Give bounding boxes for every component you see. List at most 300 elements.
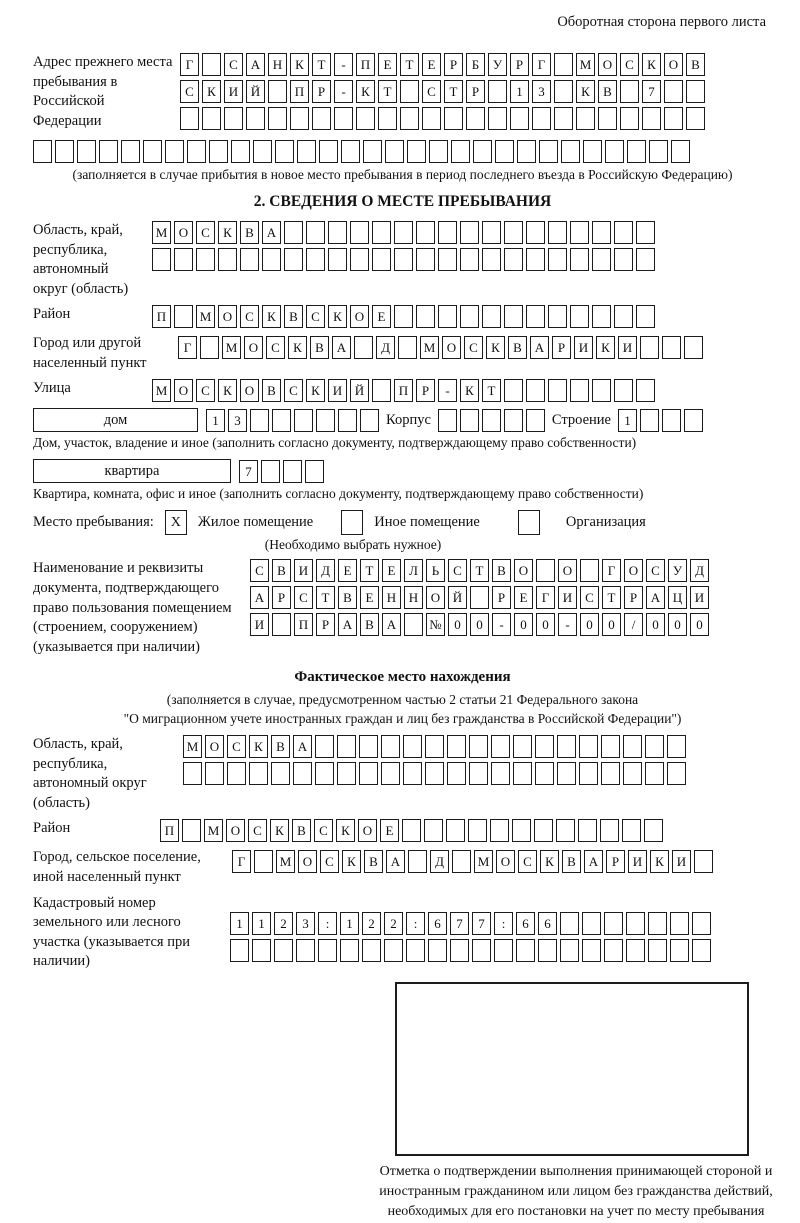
char-box[interactable]: М	[152, 379, 171, 402]
char-box[interactable]: С	[240, 305, 259, 328]
char-box[interactable]	[539, 140, 558, 163]
char-box[interactable]	[290, 107, 309, 130]
char-box[interactable]: И	[250, 613, 269, 636]
char-box[interactable]	[381, 735, 400, 758]
char-box[interactable]: У	[488, 53, 507, 76]
char-box[interactable]: Г	[232, 850, 251, 873]
char-box[interactable]	[482, 248, 501, 271]
char-box[interactable]	[554, 53, 573, 76]
char-box[interactable]	[648, 939, 667, 962]
stay-type-checkbox-residential[interactable]: X	[165, 510, 187, 535]
char-box[interactable]: -	[334, 80, 353, 103]
char-box[interactable]	[180, 107, 199, 130]
char-box[interactable]	[557, 735, 576, 758]
char-box[interactable]	[548, 221, 567, 244]
char-box[interactable]: 1	[230, 912, 249, 935]
char-box[interactable]: В	[292, 819, 311, 842]
char-box[interactable]	[424, 819, 443, 842]
char-box[interactable]	[468, 819, 487, 842]
char-box[interactable]	[495, 140, 514, 163]
char-box[interactable]	[77, 140, 96, 163]
char-box[interactable]: 1	[206, 409, 225, 432]
char-box[interactable]	[403, 735, 422, 758]
char-box[interactable]	[614, 221, 633, 244]
char-box[interactable]	[227, 762, 246, 785]
char-box[interactable]	[143, 140, 162, 163]
char-box[interactable]: :	[318, 912, 337, 935]
char-box[interactable]	[306, 221, 325, 244]
char-box[interactable]: Т	[378, 80, 397, 103]
char-box[interactable]: О	[624, 559, 643, 582]
char-box[interactable]: С	[580, 586, 599, 609]
char-box[interactable]	[614, 379, 633, 402]
char-box[interactable]	[592, 305, 611, 328]
char-box[interactable]	[598, 107, 617, 130]
char-box[interactable]	[271, 762, 290, 785]
char-box[interactable]	[532, 107, 551, 130]
char-box[interactable]	[684, 409, 703, 432]
char-box[interactable]: Р	[272, 586, 291, 609]
char-box[interactable]	[640, 409, 659, 432]
char-box[interactable]	[337, 735, 356, 758]
char-box[interactable]: И	[294, 559, 313, 582]
char-box[interactable]	[536, 559, 555, 582]
char-box[interactable]: Г	[536, 586, 555, 609]
char-box[interactable]	[372, 379, 391, 402]
char-box[interactable]	[363, 140, 382, 163]
char-box[interactable]	[425, 735, 444, 758]
char-box[interactable]	[490, 819, 509, 842]
char-box[interactable]: У	[668, 559, 687, 582]
char-box[interactable]	[407, 140, 426, 163]
char-box[interactable]: Г	[178, 336, 197, 359]
stay-type-checkbox-organization[interactable]	[518, 510, 540, 535]
char-box[interactable]	[640, 336, 659, 359]
char-box[interactable]	[394, 248, 413, 271]
char-box[interactable]: Д	[376, 336, 395, 359]
char-box[interactable]	[165, 140, 184, 163]
char-box[interactable]: Г	[532, 53, 551, 76]
char-box[interactable]: И	[672, 850, 691, 873]
char-box[interactable]	[620, 80, 639, 103]
char-box[interactable]	[504, 221, 523, 244]
char-box[interactable]	[548, 248, 567, 271]
char-box[interactable]	[231, 140, 250, 163]
char-box[interactable]: О	[244, 336, 263, 359]
char-box[interactable]: 3	[532, 80, 551, 103]
char-box[interactable]: 2	[384, 912, 403, 935]
char-box[interactable]: Г	[180, 53, 199, 76]
char-box[interactable]: Е	[360, 586, 379, 609]
char-box[interactable]	[378, 107, 397, 130]
char-box[interactable]: К	[540, 850, 559, 873]
char-box[interactable]: С	[284, 379, 303, 402]
char-box[interactable]	[460, 409, 479, 432]
char-box[interactable]: Р	[312, 80, 331, 103]
char-box[interactable]	[504, 409, 523, 432]
char-box[interactable]: С	[196, 221, 215, 244]
char-box[interactable]	[560, 912, 579, 935]
char-box[interactable]: Е	[380, 819, 399, 842]
char-box[interactable]	[293, 762, 312, 785]
char-box[interactable]	[482, 221, 501, 244]
char-box[interactable]	[601, 735, 620, 758]
char-box[interactable]	[513, 762, 532, 785]
char-box[interactable]: Е	[382, 559, 401, 582]
char-box[interactable]: С	[422, 80, 441, 103]
char-box[interactable]: Н	[382, 586, 401, 609]
char-box[interactable]: В	[364, 850, 383, 873]
char-box[interactable]	[504, 248, 523, 271]
char-box[interactable]: С	[620, 53, 639, 76]
char-box[interactable]	[359, 762, 378, 785]
char-box[interactable]: 0	[646, 613, 665, 636]
char-box[interactable]	[312, 107, 331, 130]
char-box[interactable]	[438, 221, 457, 244]
char-box[interactable]	[671, 140, 690, 163]
char-box[interactable]: К	[288, 336, 307, 359]
char-box[interactable]	[664, 80, 683, 103]
char-box[interactable]	[253, 140, 272, 163]
char-box[interactable]: И	[558, 586, 577, 609]
char-box[interactable]	[504, 379, 523, 402]
char-box[interactable]	[649, 140, 668, 163]
char-box[interactable]: В	[598, 80, 617, 103]
char-box[interactable]: 1	[340, 912, 359, 935]
char-box[interactable]	[648, 912, 667, 935]
char-box[interactable]	[404, 613, 423, 636]
char-box[interactable]	[350, 221, 369, 244]
char-box[interactable]	[526, 305, 545, 328]
char-box[interactable]: А	[332, 336, 351, 359]
char-box[interactable]	[315, 762, 334, 785]
char-box[interactable]: П	[394, 379, 413, 402]
char-box[interactable]	[372, 248, 391, 271]
char-box[interactable]	[582, 912, 601, 935]
char-box[interactable]: 7	[642, 80, 661, 103]
char-box[interactable]: 0	[690, 613, 709, 636]
char-box[interactable]: К	[202, 80, 221, 103]
char-box[interactable]: Р	[510, 53, 529, 76]
char-box[interactable]	[636, 221, 655, 244]
char-box[interactable]	[319, 140, 338, 163]
char-box[interactable]	[623, 735, 642, 758]
char-box[interactable]: В	[508, 336, 527, 359]
char-box[interactable]: К	[576, 80, 595, 103]
char-box[interactable]: К	[290, 53, 309, 76]
char-box[interactable]	[187, 140, 206, 163]
char-box[interactable]	[488, 80, 507, 103]
char-box[interactable]	[316, 409, 335, 432]
char-box[interactable]: К	[336, 819, 355, 842]
char-box[interactable]	[182, 819, 201, 842]
char-box[interactable]	[576, 107, 595, 130]
char-box[interactable]	[627, 140, 646, 163]
char-box[interactable]: К	[650, 850, 669, 873]
char-box[interactable]	[592, 221, 611, 244]
char-box[interactable]	[670, 939, 689, 962]
char-box[interactable]	[202, 53, 221, 76]
char-box[interactable]	[268, 80, 287, 103]
char-box[interactable]	[526, 379, 545, 402]
char-box[interactable]: К	[342, 850, 361, 873]
char-box[interactable]: А	[530, 336, 549, 359]
char-box[interactable]	[642, 107, 661, 130]
house-field[interactable]: дом	[33, 408, 198, 432]
char-box[interactable]: П	[152, 305, 171, 328]
char-box[interactable]	[416, 305, 435, 328]
char-box[interactable]	[274, 939, 293, 962]
char-box[interactable]: А	[386, 850, 405, 873]
char-box[interactable]	[548, 379, 567, 402]
char-box[interactable]: В	[360, 613, 379, 636]
char-box[interactable]: К	[642, 53, 661, 76]
char-box[interactable]	[340, 939, 359, 962]
char-box[interactable]: 2	[362, 912, 381, 935]
char-box[interactable]	[560, 939, 579, 962]
char-box[interactable]	[694, 850, 713, 873]
char-box[interactable]: Г	[602, 559, 621, 582]
char-box[interactable]	[526, 409, 545, 432]
char-box[interactable]	[328, 248, 347, 271]
char-box[interactable]	[305, 460, 324, 483]
char-box[interactable]	[460, 248, 479, 271]
char-box[interactable]: К	[328, 305, 347, 328]
char-box[interactable]: О	[496, 850, 515, 873]
char-box[interactable]: Е	[514, 586, 533, 609]
char-box[interactable]	[296, 939, 315, 962]
char-box[interactable]: 3	[296, 912, 315, 935]
char-box[interactable]: Й	[350, 379, 369, 402]
char-box[interactable]: О	[298, 850, 317, 873]
char-box[interactable]: К	[486, 336, 505, 359]
char-box[interactable]	[470, 586, 489, 609]
char-box[interactable]	[400, 107, 419, 130]
char-box[interactable]	[447, 762, 466, 785]
char-box[interactable]	[556, 819, 575, 842]
char-box[interactable]: В	[284, 305, 303, 328]
char-box[interactable]: 7	[450, 912, 469, 935]
char-box[interactable]	[315, 735, 334, 758]
char-box[interactable]	[636, 248, 655, 271]
char-box[interactable]	[230, 939, 249, 962]
char-box[interactable]	[183, 762, 202, 785]
char-box[interactable]	[579, 735, 598, 758]
char-box[interactable]: С	[314, 819, 333, 842]
char-box[interactable]	[516, 939, 535, 962]
char-box[interactable]	[636, 305, 655, 328]
char-box[interactable]	[614, 248, 633, 271]
char-box[interactable]: С	[518, 850, 537, 873]
char-box[interactable]: В	[310, 336, 329, 359]
char-box[interactable]: А	[250, 586, 269, 609]
char-box[interactable]: И	[224, 80, 243, 103]
char-box[interactable]	[250, 409, 269, 432]
char-box[interactable]: В	[271, 735, 290, 758]
char-box[interactable]: А	[646, 586, 665, 609]
char-box[interactable]: С	[448, 559, 467, 582]
char-box[interactable]	[262, 248, 281, 271]
char-box[interactable]	[570, 221, 589, 244]
char-box[interactable]: О	[205, 735, 224, 758]
char-box[interactable]: О	[664, 53, 683, 76]
char-box[interactable]	[425, 762, 444, 785]
char-box[interactable]: К	[460, 379, 479, 402]
char-box[interactable]	[438, 409, 457, 432]
char-box[interactable]: С	[196, 379, 215, 402]
char-box[interactable]: Т	[482, 379, 501, 402]
char-box[interactable]: И	[690, 586, 709, 609]
char-box[interactable]: В	[272, 559, 291, 582]
char-box[interactable]	[337, 762, 356, 785]
char-box[interactable]	[604, 939, 623, 962]
char-box[interactable]	[394, 221, 413, 244]
char-box[interactable]: О	[174, 221, 193, 244]
char-box[interactable]	[306, 248, 325, 271]
char-box[interactable]: 0	[668, 613, 687, 636]
char-box[interactable]	[372, 221, 391, 244]
char-box[interactable]: №	[426, 613, 445, 636]
char-box[interactable]: М	[196, 305, 215, 328]
char-box[interactable]: 0	[536, 613, 555, 636]
char-box[interactable]: О	[358, 819, 377, 842]
char-box[interactable]: М	[222, 336, 241, 359]
char-box[interactable]: П	[294, 613, 313, 636]
char-box[interactable]	[645, 735, 664, 758]
apartment-field[interactable]: квартира	[33, 459, 231, 483]
char-box[interactable]	[428, 939, 447, 962]
char-box[interactable]: О	[598, 53, 617, 76]
char-box[interactable]: М	[276, 850, 295, 873]
char-box[interactable]	[297, 140, 316, 163]
char-box[interactable]	[526, 248, 545, 271]
char-box[interactable]	[406, 939, 425, 962]
char-box[interactable]: С	[180, 80, 199, 103]
char-box[interactable]: О	[174, 379, 193, 402]
char-box[interactable]: Т	[444, 80, 463, 103]
char-box[interactable]	[570, 379, 589, 402]
char-box[interactable]: Д	[690, 559, 709, 582]
char-box[interactable]	[491, 735, 510, 758]
char-box[interactable]	[570, 305, 589, 328]
char-box[interactable]	[473, 140, 492, 163]
char-box[interactable]: Т	[602, 586, 621, 609]
char-box[interactable]	[218, 248, 237, 271]
char-box[interactable]: П	[290, 80, 309, 103]
char-box[interactable]	[452, 850, 471, 873]
char-box[interactable]	[623, 762, 642, 785]
char-box[interactable]: Р	[416, 379, 435, 402]
char-box[interactable]: Е	[338, 559, 357, 582]
char-box[interactable]	[534, 819, 553, 842]
char-box[interactable]: П	[356, 53, 375, 76]
char-box[interactable]: К	[249, 735, 268, 758]
char-box[interactable]: 0	[602, 613, 621, 636]
char-box[interactable]	[385, 140, 404, 163]
char-box[interactable]	[645, 762, 664, 785]
char-box[interactable]	[284, 221, 303, 244]
char-box[interactable]: В	[338, 586, 357, 609]
char-box[interactable]	[570, 248, 589, 271]
char-box[interactable]	[272, 409, 291, 432]
char-box[interactable]	[261, 460, 280, 483]
char-box[interactable]: Ь	[426, 559, 445, 582]
char-box[interactable]: В	[240, 221, 259, 244]
char-box[interactable]	[450, 939, 469, 962]
char-box[interactable]	[517, 140, 536, 163]
char-box[interactable]: Т	[400, 53, 419, 76]
char-box[interactable]	[636, 379, 655, 402]
char-box[interactable]: Р	[606, 850, 625, 873]
char-box[interactable]	[246, 107, 265, 130]
char-box[interactable]	[360, 409, 379, 432]
char-box[interactable]	[205, 762, 224, 785]
char-box[interactable]: К	[356, 80, 375, 103]
char-box[interactable]	[482, 409, 501, 432]
char-box[interactable]: К	[262, 305, 281, 328]
char-box[interactable]	[403, 762, 422, 785]
char-box[interactable]	[554, 107, 573, 130]
char-box[interactable]	[384, 939, 403, 962]
char-box[interactable]	[272, 613, 291, 636]
char-box[interactable]: С	[306, 305, 325, 328]
char-box[interactable]	[202, 107, 221, 130]
char-box[interactable]: Т	[312, 53, 331, 76]
char-box[interactable]	[513, 735, 532, 758]
char-box[interactable]	[334, 107, 353, 130]
char-box[interactable]: 7	[472, 912, 491, 935]
char-box[interactable]: 6	[516, 912, 535, 935]
char-box[interactable]	[447, 735, 466, 758]
char-box[interactable]	[667, 762, 686, 785]
char-box[interactable]	[620, 107, 639, 130]
char-box[interactable]: 1	[252, 912, 271, 935]
char-box[interactable]: Б	[466, 53, 485, 76]
char-box[interactable]: :	[494, 912, 513, 935]
char-box[interactable]	[444, 107, 463, 130]
char-box[interactable]	[592, 248, 611, 271]
char-box[interactable]	[662, 409, 681, 432]
char-box[interactable]: О	[240, 379, 259, 402]
char-box[interactable]	[318, 939, 337, 962]
char-box[interactable]: 7	[239, 460, 258, 483]
char-box[interactable]	[252, 939, 271, 962]
char-box[interactable]	[240, 248, 259, 271]
char-box[interactable]	[601, 762, 620, 785]
char-box[interactable]	[580, 559, 599, 582]
char-box[interactable]	[670, 912, 689, 935]
char-box[interactable]	[268, 107, 287, 130]
char-box[interactable]	[538, 939, 557, 962]
char-box[interactable]	[55, 140, 74, 163]
char-box[interactable]	[600, 819, 619, 842]
char-box[interactable]	[359, 735, 378, 758]
char-box[interactable]	[583, 140, 602, 163]
char-box[interactable]	[294, 409, 313, 432]
char-box[interactable]: С	[294, 586, 313, 609]
char-box[interactable]	[504, 305, 523, 328]
char-box[interactable]	[510, 107, 529, 130]
char-box[interactable]	[686, 107, 705, 130]
char-box[interactable]: Д	[430, 850, 449, 873]
char-box[interactable]: Р	[466, 80, 485, 103]
char-box[interactable]	[328, 221, 347, 244]
char-box[interactable]: 2	[274, 912, 293, 935]
char-box[interactable]: О	[426, 586, 445, 609]
char-box[interactable]: О	[350, 305, 369, 328]
char-box[interactable]	[33, 140, 52, 163]
char-box[interactable]	[604, 912, 623, 935]
